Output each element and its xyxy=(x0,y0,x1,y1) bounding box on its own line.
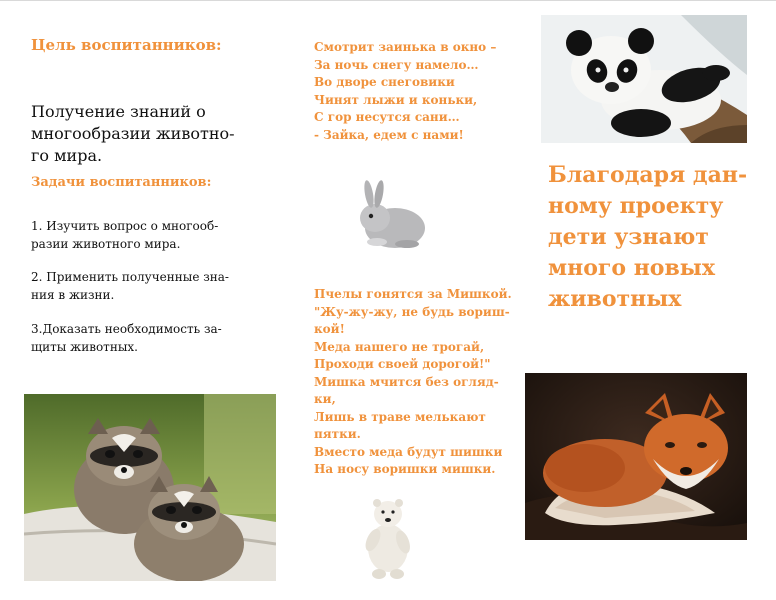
poem-line: Проходи своей дорогой!" xyxy=(314,357,491,371)
poem-line: Чинят лыжи и коньки, xyxy=(314,92,478,107)
task-line: разии животного мира. xyxy=(31,237,181,251)
poem-line: С гор несутся сани… xyxy=(314,110,460,124)
goal-text xyxy=(31,101,235,167)
poem-line: За ночь снегу намело… xyxy=(314,57,479,72)
raccoons-photo xyxy=(24,394,276,581)
task-item xyxy=(31,268,231,304)
poem-line: На носу воришки мишки. xyxy=(314,462,496,476)
project-headline xyxy=(548,160,768,315)
poem-line: - Зайка, едем с нами! xyxy=(314,127,464,142)
headline-line: много новых xyxy=(548,255,715,281)
poem-line: пятки. xyxy=(314,427,361,441)
task-line: щиты животных. xyxy=(31,340,138,354)
goal-title: Цель воспитанников: xyxy=(31,36,222,54)
headline-line: дети узнают xyxy=(548,224,709,250)
poem-line: Меда нашего не трогай, xyxy=(314,339,485,354)
polar-bear-cub-photo xyxy=(351,490,425,582)
task-line: 3.Доказать необходимость за- xyxy=(31,322,222,336)
poem-line: Пчелы гонятся за Мишкой. xyxy=(314,287,512,301)
poem-line: Лишь в траве мелькают xyxy=(314,409,486,424)
poem-line: Мишка мчится без огляд- xyxy=(314,374,499,389)
fox-photo xyxy=(525,373,747,540)
poem-bunny xyxy=(314,39,496,144)
task-line: 2. Применить полученные зна- xyxy=(31,270,229,284)
rabbit-photo xyxy=(347,180,431,254)
goal-line: го мира. xyxy=(31,146,103,165)
top-border xyxy=(0,0,776,1)
poem-line: Смотрит заинька в окно – xyxy=(314,40,497,54)
poem-line: Во дворе снеговики xyxy=(314,75,455,89)
poem-bear xyxy=(314,286,512,479)
goal-line: многообразии животно- xyxy=(31,124,235,143)
poem-line: кой! xyxy=(314,322,345,336)
headline-line: животных xyxy=(548,286,682,312)
headline-line: Благодаря дан- xyxy=(548,162,748,188)
tasks-title: Задачи воспитанников: xyxy=(31,175,212,190)
headline-line: ному проекту xyxy=(548,193,724,219)
poem-line: "Жу-жу-жу, не будь вориш- xyxy=(314,304,510,319)
goal-line: Получение знаний о xyxy=(31,102,206,121)
task-item xyxy=(31,320,231,356)
poem-line: ки, xyxy=(314,392,336,406)
task-line: 1. Изучить вопрос о многооб- xyxy=(31,219,219,233)
panda-photo xyxy=(541,15,747,143)
task-item xyxy=(31,217,231,253)
task-line: ния в жизни. xyxy=(31,288,115,302)
poem-line: Вместо меда будут шишки xyxy=(314,444,503,459)
